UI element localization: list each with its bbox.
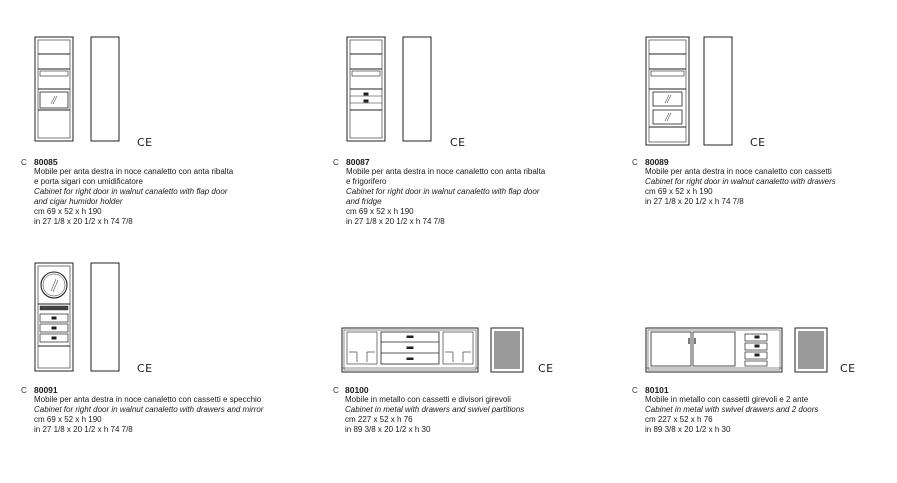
cabinet-80100-drawing (341, 324, 531, 376)
english-description: and fridge (346, 197, 382, 206)
cabinet-door-side-view (403, 37, 431, 141)
product-80091-description (34, 385, 263, 435)
ce-mark: CE (840, 362, 856, 375)
english-description: Cabinet for right door in walnut canaletto with flap door (346, 187, 540, 196)
ce-mark: CE (750, 136, 766, 149)
product-code: 80085 (34, 157, 58, 167)
dimensions-in: in 27 1/8 x 20 1/2 x h 74 7/8 (34, 217, 133, 226)
cabinet-door-side-view (704, 37, 732, 145)
english-description: Cabinet in metal with drawers and swivel partitions (345, 405, 525, 414)
dimensions-cm: cm 69 x 52 x h 190 (34, 207, 102, 216)
italian-description: Mobile per anta destra in noce canaletto con cassetti (645, 167, 832, 176)
dimensions-in: in 27 1/8 x 20 1/2 x h 74 7/8 (645, 197, 744, 206)
cabinet-door-side-view (91, 37, 119, 141)
ce-mark: CE (450, 136, 466, 149)
dimensions-cm: cm 227 x 52 x h 76 (645, 415, 713, 424)
product-80100-description (345, 385, 524, 435)
italian-description: Mobile in metallo con cassetti e divisori girevoli (345, 395, 511, 404)
ce-mark: CE (137, 136, 153, 149)
product-80087-description (346, 157, 545, 227)
ce-mark: CE (538, 362, 554, 375)
cabinet-80101-drawing (645, 324, 835, 376)
cabinet-side-view (795, 328, 827, 372)
italian-description: Mobile in metallo con cassetti girevoli e 2 ante (645, 395, 809, 404)
italian-description: e porta sigari con umidificatore (34, 177, 143, 186)
cabinet-80087-drawing (346, 36, 471, 151)
catalog-prefix: C (21, 158, 27, 167)
cabinet-front-view (35, 37, 73, 141)
english-description: Cabinet for right door in walnut canaletto with flap door (34, 187, 228, 196)
cabinet-80085-drawing (34, 36, 159, 151)
catalog-prefix: C (333, 158, 339, 167)
product-code: 80087 (346, 157, 370, 167)
cabinet-80091-drawing (34, 262, 159, 377)
catalog-prefix: C (21, 386, 27, 395)
product-80089-description (645, 157, 836, 207)
product-80085-description (34, 157, 233, 227)
dimensions-in: in 89 3/8 x 20 1/2 x h 30 (645, 425, 731, 434)
cabinet-front-view (347, 37, 385, 141)
cabinet-front-view (35, 263, 73, 371)
cabinet-front-view (342, 328, 478, 372)
product-code: 80091 (34, 385, 58, 395)
italian-description: Mobile per anta destra in noce canaletto con anta ribalta (346, 167, 546, 176)
catalog-prefix: C (333, 386, 339, 395)
english-description: Cabinet for right door in walnut canaletto with drawers (645, 177, 836, 186)
italian-description: e frigorifero (346, 177, 387, 186)
ce-mark: CE (137, 362, 153, 375)
english-description: Cabinet in metal with swivel drawers and 2 doors (645, 405, 819, 414)
cabinet-front-view (646, 328, 782, 372)
cabinet-door-side-view (91, 263, 119, 371)
product-80101-description (645, 385, 818, 435)
cabinet-side-view (491, 328, 523, 372)
english-description: Cabinet for right door in walnut canaletto with drawers and mirror (34, 405, 264, 414)
dimensions-in: in 27 1/8 x 20 1/2 x h 74 7/8 (346, 217, 445, 226)
dimensions-cm: cm 69 x 52 x h 190 (34, 415, 102, 424)
dimensions-cm: cm 69 x 52 x h 190 (645, 187, 713, 196)
english-description: and cigar humidor holder (34, 197, 123, 206)
product-code: 80101 (645, 385, 669, 395)
cabinet-80089-drawing (645, 36, 770, 151)
dimensions-in: in 89 3/8 x 20 1/2 x h 30 (345, 425, 431, 434)
catalog-prefix: C (632, 386, 638, 395)
product-code: 80089 (645, 157, 669, 167)
dimensions-cm: cm 69 x 52 x h 190 (346, 207, 414, 216)
cabinet-front-view (646, 37, 689, 145)
product-code: 80100 (345, 385, 369, 395)
dimensions-cm: cm 227 x 52 x h 76 (345, 415, 413, 424)
dimensions-in: in 27 1/8 x 20 1/2 x h 74 7/8 (34, 425, 133, 434)
italian-description: Mobile per anta destra in noce canaletto con anta ribalta (34, 167, 234, 176)
catalog-prefix: C (632, 158, 638, 167)
italian-description: Mobile per anta destra in noce canaletto con cassetti e specchio (34, 395, 262, 404)
